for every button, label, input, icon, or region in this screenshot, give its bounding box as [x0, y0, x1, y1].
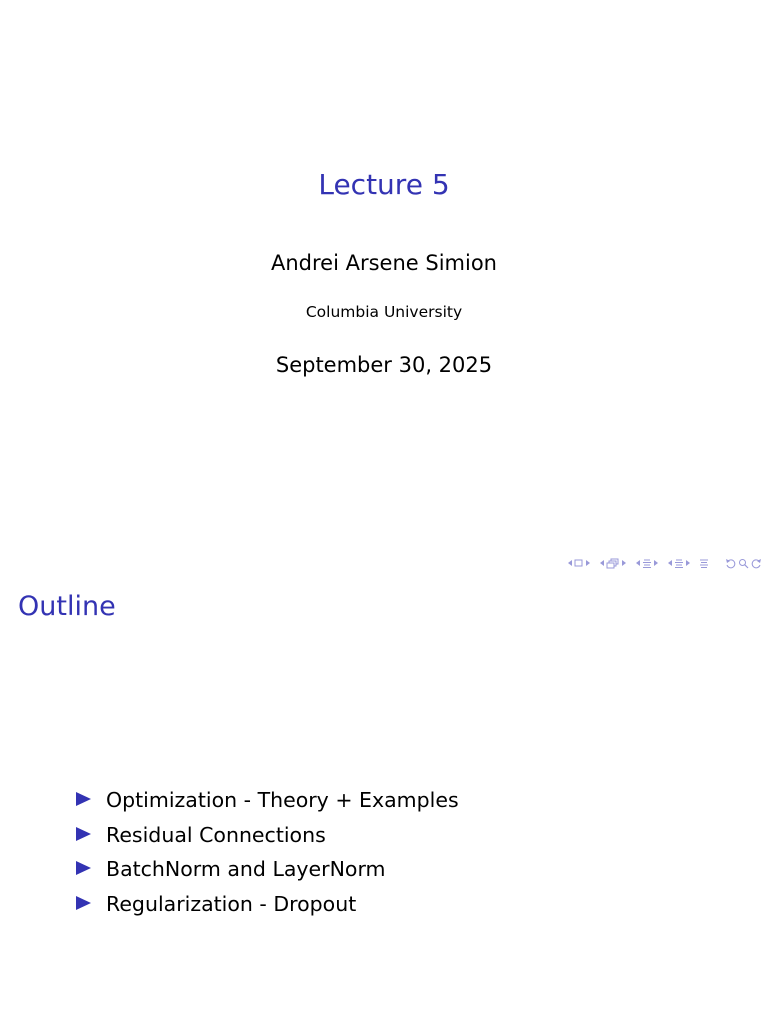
undo-icon[interactable]	[725, 558, 736, 569]
nav-group-section-1	[635, 558, 659, 569]
nav-group-align	[699, 558, 709, 569]
lecture-title: Lecture 5	[318, 168, 450, 201]
nav-group-frame	[567, 558, 591, 568]
beamer-navigation-bar	[561, 556, 762, 570]
section-icon[interactable]	[674, 558, 684, 569]
arrow-left-icon[interactable]	[667, 559, 673, 567]
list-item	[76, 887, 459, 922]
redo-icon[interactable]	[751, 558, 762, 569]
align-icon[interactable]	[699, 558, 709, 569]
arrow-right-icon[interactable]	[653, 559, 659, 567]
author-name: Andrei Arsene Simion	[271, 251, 497, 275]
subsection-icon[interactable]	[606, 558, 620, 569]
nav-group-search	[725, 558, 762, 569]
institute-name: Columbia University	[305, 303, 463, 321]
list-item-text: BatchNorm and LayerNorm	[106, 857, 386, 882]
list-item	[76, 818, 459, 853]
list-item	[76, 852, 459, 887]
triangle-bullet-icon	[76, 827, 91, 841]
arrow-left-icon[interactable]	[599, 559, 605, 567]
triangle-bullet-icon	[76, 896, 91, 910]
outline-list	[76, 783, 459, 921]
frame-title: Outline	[18, 591, 116, 622]
list-item-text: Residual Connections	[106, 822, 326, 847]
list-item-text: Regularization - Dropout	[106, 891, 357, 916]
frame-icon[interactable]	[574, 558, 584, 568]
search-icon[interactable]	[738, 558, 749, 569]
arrow-left-icon[interactable]	[635, 559, 641, 567]
triangle-bullet-icon	[76, 792, 91, 806]
arrow-right-icon[interactable]	[585, 559, 591, 567]
triangle-bullet-icon	[76, 861, 91, 875]
arrow-left-icon[interactable]	[567, 559, 573, 567]
lecture-date: September 30, 2025	[275, 353, 493, 377]
arrow-right-icon[interactable]	[685, 559, 691, 567]
list-item-text: Optimization - Theory + Examples	[106, 788, 459, 813]
section-icon[interactable]	[642, 558, 652, 569]
list-item	[76, 783, 459, 818]
nav-group-subsection	[599, 558, 627, 569]
nav-group-section-2	[667, 558, 691, 569]
outline-slide	[0, 577, 768, 1024]
arrow-right-icon[interactable]	[621, 559, 627, 567]
